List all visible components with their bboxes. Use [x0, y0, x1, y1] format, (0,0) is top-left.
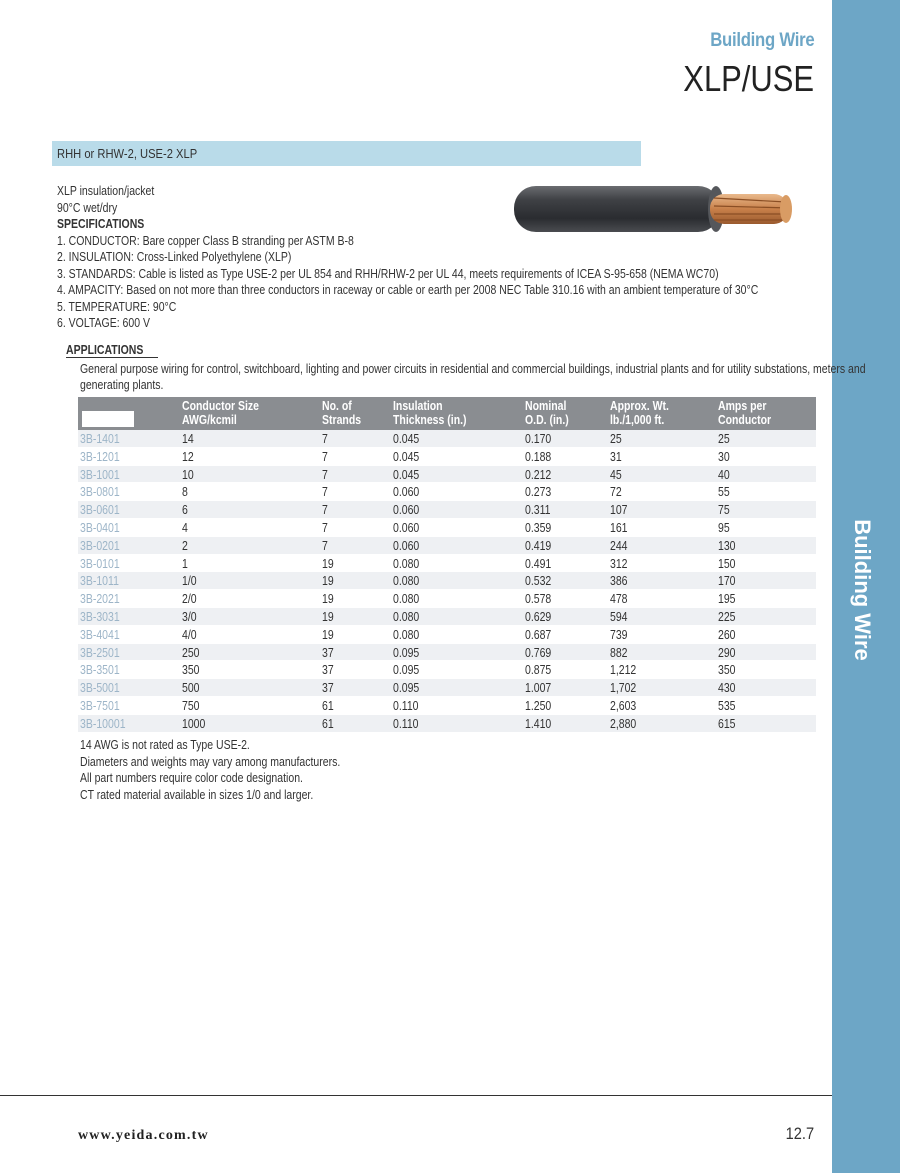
weight-cell: 386 — [610, 574, 628, 589]
table-row — [78, 661, 816, 679]
weight-cell: 2,880 — [610, 716, 637, 731]
od-cell: 1.410 — [525, 716, 552, 731]
insulation-cell: 0.095 — [393, 663, 420, 678]
conductor-size-cell: 1000 — [182, 716, 206, 731]
col-header-nominal-od: Nominal O.D. (in.) — [525, 399, 569, 427]
weight-cell: 882 — [610, 645, 628, 660]
amps-cell: 430 — [718, 681, 736, 696]
insulation-cell: 0.110 — [393, 716, 419, 731]
conductor-size-cell: 250 — [182, 645, 200, 660]
part-number-cell: 3B-10001 — [80, 716, 126, 731]
strands-cell: 37 — [322, 663, 334, 678]
table-row — [78, 697, 816, 715]
col-header-weight: Approx. Wt. lb./1,000 ft. — [610, 399, 669, 427]
amps-cell: 195 — [718, 592, 736, 607]
amps-cell: 350 — [718, 663, 736, 678]
part-number-cell: 3B-0101 — [80, 556, 120, 571]
table-row — [78, 572, 816, 590]
notes-block — [80, 737, 390, 803]
table-row — [78, 679, 816, 697]
part-number-cell: 3B-1001 — [80, 467, 120, 482]
spec-item: 6. VOLTAGE: 600 V — [57, 316, 150, 330]
applications-heading: APPLICATIONS — [66, 343, 158, 358]
insulation-cell: 0.080 — [393, 592, 420, 607]
spec-item: 3. STANDARDS: Cable is listed as Type USE-2 per UL 854 and RHH/RHW-2 per UL 44, meets requirements of ICEA S-95-658 (NEMA WC70) — [57, 266, 719, 281]
od-cell: 0.311 — [525, 503, 551, 518]
amps-cell: 535 — [718, 698, 736, 713]
amps-cell: 55 — [718, 485, 730, 500]
conductor-size-cell: 4 — [182, 520, 188, 535]
amps-cell: 170 — [718, 574, 736, 589]
table-row — [78, 483, 816, 501]
footer-url[interactable]: www.yeida.com.tw — [78, 1128, 209, 1143]
conductor-size-cell: 2/0 — [182, 592, 197, 607]
od-cell: 0.769 — [525, 645, 552, 660]
part-number-cell: 3B-2501 — [80, 645, 120, 660]
conductor-size-cell: 10 — [182, 467, 194, 482]
table-row — [78, 519, 816, 537]
weight-cell: 2,603 — [610, 698, 637, 713]
od-cell: 0.212 — [525, 467, 552, 482]
applications-text: General purpose wiring for control, switchboard, lighting and power circuits in residential and commercial buildings, industrial plants and for utility substations, meters and generating plants. — [80, 362, 866, 392]
spec-block — [57, 183, 892, 332]
od-cell: 0.491 — [525, 556, 552, 571]
strands-cell: 19 — [322, 574, 334, 589]
od-cell: 0.578 — [525, 592, 552, 607]
table-header — [78, 397, 816, 430]
amps-cell: 75 — [718, 503, 730, 518]
conductor-size-cell: 12 — [182, 449, 194, 464]
spec-table — [78, 397, 816, 733]
col-header-strands: No. of Strands — [322, 399, 362, 427]
table-row — [78, 555, 816, 573]
weight-cell: 478 — [610, 592, 628, 607]
amps-cell: 25 — [718, 432, 730, 446]
strands-cell: 19 — [322, 592, 334, 607]
strands-cell: 19 — [322, 556, 334, 571]
table-row — [78, 715, 816, 733]
strands-cell: 61 — [322, 716, 334, 731]
amps-cell: 95 — [718, 520, 730, 535]
col-header-amps: Amps per Conductor — [718, 399, 772, 427]
weight-cell: 25 — [610, 432, 622, 446]
insulation-cell: 0.080 — [393, 574, 420, 589]
insulation-cell: 0.080 — [393, 609, 420, 624]
strands-cell: 7 — [322, 503, 328, 518]
header-product: XLP/USE — [683, 58, 814, 99]
intro-line: 90°C wet/dry — [57, 200, 118, 215]
note-line: Diameters and weights may vary among manufacturers. — [80, 754, 341, 769]
table-row — [78, 626, 816, 644]
strands-cell: 7 — [322, 520, 328, 535]
insulation-cell: 0.060 — [393, 485, 420, 500]
page-number: 12.7 — [785, 1124, 814, 1143]
weight-cell: 161 — [610, 520, 628, 535]
strands-cell: 7 — [322, 538, 328, 553]
weight-cell: 107 — [610, 503, 628, 518]
od-cell: 0.273 — [525, 485, 552, 500]
insulation-cell: 0.045 — [393, 467, 420, 482]
spec-item: 2. INSULATION: Cross-Linked Polyethylene (XLP) — [57, 250, 292, 264]
conductor-size-cell: 1 — [182, 556, 188, 571]
table-row — [78, 501, 816, 519]
od-cell: 1.250 — [525, 698, 552, 713]
od-cell: 1.007 — [525, 681, 552, 696]
table-row — [78, 644, 816, 662]
insulation-cell: 0.060 — [393, 520, 420, 535]
insulation-cell: 0.095 — [393, 645, 420, 660]
col-header-insulation: Insulation Thickness (in.) — [393, 399, 467, 427]
table-body — [78, 430, 816, 733]
weight-cell: 244 — [610, 538, 628, 553]
weight-cell: 312 — [610, 556, 628, 571]
weight-cell: 31 — [610, 449, 622, 464]
amps-cell: 615 — [718, 716, 736, 731]
table-row — [78, 590, 816, 608]
note-line: CT rated material available in sizes 1/0 and larger. — [80, 787, 314, 802]
od-cell: 0.419 — [525, 538, 552, 553]
conductor-size-cell: 350 — [182, 663, 200, 678]
header-category: Building Wire — [709, 30, 814, 51]
conductor-size-cell: 2 — [182, 538, 188, 553]
weight-cell: 594 — [610, 609, 628, 624]
weight-cell: 1,702 — [610, 681, 637, 696]
strands-cell: 7 — [322, 432, 328, 446]
conductor-size-cell: 14 — [182, 432, 194, 446]
part-number-cell: 3B-3501 — [80, 663, 120, 678]
amps-cell: 225 — [718, 609, 736, 624]
amps-cell: 150 — [718, 556, 736, 571]
conductor-size-cell: 8 — [182, 485, 188, 500]
part-number-cell: 3B-0801 — [80, 485, 120, 500]
part-number-cell: 3B-3031 — [80, 609, 120, 624]
amps-cell: 290 — [718, 645, 736, 660]
insulation-cell: 0.045 — [393, 432, 420, 446]
od-cell: 0.875 — [525, 663, 552, 678]
od-cell: 0.359 — [525, 520, 552, 535]
amps-cell: 260 — [718, 627, 736, 642]
footer-divider — [0, 1095, 832, 1096]
intro-line: XLP insulation/jacket — [57, 184, 155, 198]
insulation-cell: 0.095 — [393, 681, 420, 696]
part-number-cell: 3B-1011 — [80, 574, 119, 589]
spec-item: 5. TEMPERATURE: 90°C — [57, 299, 177, 314]
strands-cell: 7 — [322, 449, 328, 464]
product-title-bar — [52, 141, 641, 166]
part-number-cell: 3B-1401 — [80, 432, 120, 446]
part-number-cell: 3B-4041 — [80, 627, 120, 642]
conductor-size-cell: 500 — [182, 681, 200, 696]
table-row — [78, 537, 816, 555]
specifications-heading: SPECIFICATIONS — [57, 217, 145, 231]
insulation-cell: 0.060 — [393, 538, 420, 553]
insulation-cell: 0.080 — [393, 627, 420, 642]
od-cell: 0.687 — [525, 627, 552, 642]
part-number-cell: 3B-0401 — [80, 520, 120, 535]
amps-cell: 40 — [718, 467, 730, 482]
od-cell: 0.629 — [525, 609, 552, 624]
conductor-size-cell: 3/0 — [182, 609, 197, 624]
part-number-cell: 3B-0201 — [80, 538, 120, 553]
conductor-size-cell: 750 — [182, 698, 200, 713]
table-row — [78, 448, 816, 466]
strands-cell: 37 — [322, 645, 334, 660]
side-section-label: Building Wire — [850, 519, 876, 661]
insulation-cell: 0.080 — [393, 556, 420, 571]
insulation-cell: 0.045 — [393, 449, 420, 464]
od-cell: 0.170 — [525, 432, 552, 446]
conductor-size-cell: 6 — [182, 503, 188, 518]
strands-cell: 7 — [322, 467, 328, 482]
strands-cell: 19 — [322, 627, 334, 642]
part-number-cell: 3B-2021 — [80, 592, 120, 607]
amps-cell: 30 — [718, 449, 730, 464]
part-number-cell: 3B-0601 — [80, 503, 120, 518]
strands-cell: 19 — [322, 609, 334, 624]
spec-item: 1. CONDUCTOR: Bare copper Class B stranding per ASTM B-8 — [57, 233, 354, 248]
conductor-size-cell: 4/0 — [182, 627, 197, 642]
note-line: All part numbers require color code designation. — [80, 771, 303, 785]
amps-cell: 130 — [718, 538, 736, 553]
weight-cell: 1,212 — [610, 663, 637, 678]
strands-cell: 7 — [322, 485, 328, 500]
weight-cell: 739 — [610, 627, 628, 642]
strands-cell: 37 — [322, 681, 334, 696]
weight-cell: 72 — [610, 485, 622, 500]
part-number-cell: 3B-1201 — [80, 449, 120, 464]
header-blank-cell — [82, 411, 134, 427]
product-title: RHH or RHW-2, USE-2 XLP — [57, 146, 198, 161]
spec-item: 4. AMPACITY: Based on not more than three conductors in raceway or cable or earth per 2008 NEC Table 310.16 with an ambient temperature of 30°C — [57, 283, 759, 297]
table-row — [78, 430, 816, 448]
conductor-size-cell: 1/0 — [182, 574, 197, 589]
insulation-cell: 0.060 — [393, 503, 420, 518]
insulation-cell: 0.110 — [393, 698, 419, 713]
table-row — [78, 608, 816, 626]
col-header-conductor-size: Conductor Size AWG/kcmil — [182, 399, 260, 427]
note-line: 14 AWG is not rated as Type USE-2. — [80, 738, 250, 752]
od-cell: 0.188 — [525, 449, 552, 464]
strands-cell: 61 — [322, 698, 334, 713]
part-number-cell: 3B-7501 — [80, 698, 120, 713]
weight-cell: 45 — [610, 467, 622, 482]
od-cell: 0.532 — [525, 574, 552, 589]
table-row — [78, 466, 816, 484]
part-number-cell: 3B-5001 — [80, 681, 120, 696]
